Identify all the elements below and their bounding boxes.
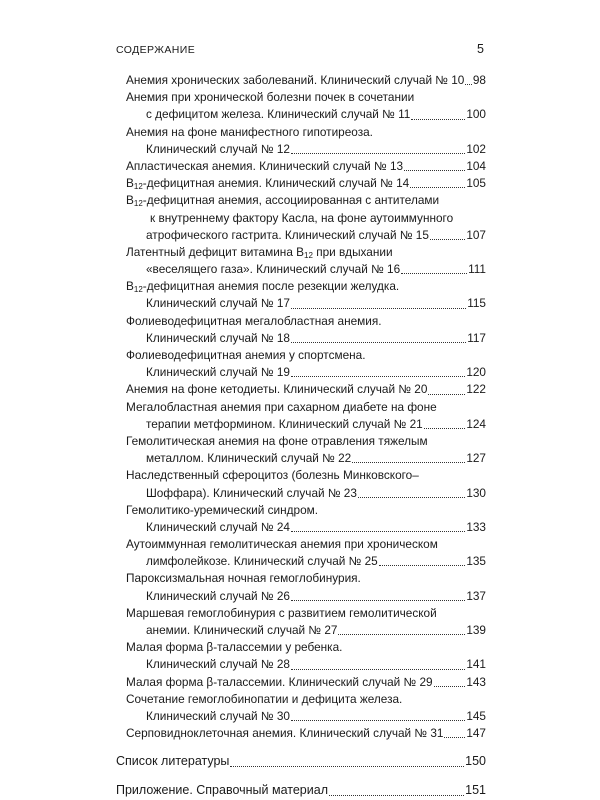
toc-entry-text: Аутоиммунная гемолитическая анемия при хроническом (126, 537, 438, 552)
toc-entry-line (116, 639, 486, 656)
toc-entry-line (116, 175, 486, 192)
toc-entry[interactable] (116, 502, 486, 536)
toc-entry-line (116, 416, 486, 433)
dot-leader (291, 599, 465, 601)
dot-leader (444, 736, 465, 738)
toc-page-number: 147 (466, 726, 486, 741)
toc-entry-text: терапии метформином. Клинический случай № 21 (146, 416, 423, 431)
page-header (116, 42, 484, 58)
dot-leader (424, 427, 466, 429)
toc-page-number: 120 (466, 365, 486, 380)
toc-entry-line (116, 124, 486, 141)
toc-entry-line (116, 725, 486, 742)
toc-entry-line (116, 708, 486, 725)
toc-entry-text: Наследственный сфероцитоз (болезнь Минковского– (126, 468, 419, 483)
toc-entry[interactable] (116, 72, 486, 89)
toc-entry[interactable] (116, 244, 486, 278)
dot-leader (411, 118, 465, 120)
toc-entry[interactable] (116, 158, 486, 175)
toc-entry-text: Анемия хронических заболеваний. Клинический случай № 10 (126, 73, 465, 87)
dot-leader (352, 461, 465, 463)
toc-entry-line (116, 106, 486, 123)
toc-entry-line (116, 89, 486, 106)
toc-entry-line (116, 278, 486, 295)
toc-entry[interactable] (116, 691, 486, 725)
toc-entry[interactable] (116, 725, 486, 742)
toc-main-entry[interactable] (116, 752, 486, 771)
toc-entry-text: Клинический случай № 28 (146, 657, 290, 672)
toc-page-number: 98 (472, 73, 486, 87)
toc-entry[interactable] (116, 278, 486, 312)
toc-page-number: 100 (466, 107, 486, 122)
dot-leader (230, 765, 464, 767)
toc-page-number: 122 (466, 382, 486, 397)
dot-leader (329, 794, 464, 796)
toc-entry-line (116, 192, 486, 209)
toc-entry-text: Малая форма β-талассемии. Клинический случай № 29 (126, 674, 433, 689)
toc-entry-text: Анемия на фоне манифестного гипотиреоза. (126, 124, 373, 139)
toc-entry-text: Апластическая анемия. Клинический случай № 13 (126, 158, 404, 173)
toc-entry-line (116, 227, 486, 244)
dot-leader (291, 719, 465, 721)
toc-entry-line (116, 347, 486, 364)
toc-entry-line (116, 570, 486, 587)
toc-entry[interactable] (116, 536, 486, 570)
dot-leader (291, 668, 465, 670)
toc-entry-text: Серповидноклеточная анемия. Клинический случай № 31 (126, 726, 444, 741)
toc-entry-line (116, 72, 486, 89)
toc-entry-line (116, 656, 486, 673)
toc-page-number: 145 (466, 708, 486, 723)
dot-leader (430, 238, 465, 240)
toc-page-number: 115 (467, 296, 486, 311)
toc-page-number: 137 (466, 588, 486, 603)
toc-entry-line (116, 158, 486, 175)
dot-leader (291, 375, 465, 377)
running-head: СОДЕРЖАНИЕ (116, 44, 196, 56)
dot-leader (434, 685, 466, 687)
toc-main-entry[interactable] (116, 781, 486, 800)
toc-page-number: 143 (466, 674, 486, 689)
toc-entry-text: с дефицитом железа. Клинический случай № 11 (146, 107, 411, 122)
toc-entry-line (116, 141, 486, 158)
toc-entry-text: Гемолитико-уремический синдром. (126, 502, 319, 517)
toc-entry[interactable] (116, 192, 486, 244)
toc-entry-line (116, 399, 486, 416)
toc-page-number: 105 (466, 176, 486, 191)
toc-entry[interactable] (116, 89, 486, 123)
toc-entry-text: $B_{12}$-дефицитная анемия после резекции желудка. (126, 279, 400, 295)
toc-page-number: 117 (467, 330, 486, 345)
toc-entry-text: $B_{12}$-дефицитная анемия. Клинический случай № 14 (126, 176, 410, 192)
toc-entry-line (116, 330, 486, 347)
toc-entry-text: Фолиеводефицитная мегалобластная анемия. (126, 313, 382, 328)
toc-entry-text: Анемия при хронической болезни почек в сочетании (126, 90, 415, 105)
toc-entry-line (116, 313, 486, 330)
toc-entry-line (116, 364, 486, 381)
toc-entry-text: Маршевая гемоглобинурия с развитием гемолитической (126, 605, 437, 620)
toc-entry[interactable] (116, 124, 486, 158)
toc-entry-text: к внутреннему фактору Касла, на фоне аутоиммунного (150, 210, 454, 225)
dot-leader (404, 169, 465, 171)
toc-entry-line (116, 519, 486, 536)
toc-entry-line (116, 553, 486, 570)
toc-entry[interactable] (116, 399, 486, 433)
toc-page-number: 107 (466, 227, 486, 242)
toc-page-number: 139 (466, 623, 486, 637)
toc-entry-text: Сочетание гемоглобинопатии и дефицита железа. (126, 691, 403, 706)
toc-entry[interactable] (116, 175, 486, 192)
toc-entry[interactable] (116, 381, 486, 398)
toc-entry[interactable] (116, 433, 486, 467)
dot-leader (465, 83, 472, 85)
toc-entry-line (116, 261, 486, 278)
toc-entry-text: Клинический случай № 30 (146, 708, 290, 723)
table-of-contents (116, 72, 486, 800)
toc-page-number: 111 (468, 262, 486, 277)
dot-leader (291, 341, 466, 343)
toc-entry-text: атрофического гастрита. Клинический случай № 15 (146, 227, 429, 242)
toc-entry-line (116, 674, 486, 691)
toc-entry-text: $B_{12}$-дефицитная анемия, ассоциированная с антителами (126, 193, 440, 209)
dot-leader (379, 564, 466, 566)
dot-leader (291, 530, 465, 532)
toc-entry-line (116, 381, 486, 398)
toc-entry-text: Клинический случай № 24 (146, 519, 290, 534)
toc-main-entry-line (116, 752, 486, 771)
toc-entry-text: Клинический случай № 26 (146, 588, 290, 603)
toc-entry[interactable] (116, 639, 486, 673)
toc-entry[interactable] (116, 605, 486, 639)
toc-entry[interactable] (116, 674, 486, 691)
toc-page-number: 135 (466, 554, 486, 569)
dot-leader (358, 496, 465, 498)
toc-entry-text: Малая форма β-талассемии у ребенка. (126, 640, 343, 655)
toc-entry-line (116, 622, 486, 639)
dot-leader (338, 633, 465, 635)
toc-entry-text: лимфолейкозе. Клинический случай № 25 (146, 554, 378, 569)
toc-page-number: 130 (466, 485, 486, 500)
dot-leader (291, 307, 466, 309)
toc-entry[interactable] (116, 467, 486, 501)
toc-page-number: 127 (466, 451, 486, 466)
toc-entry-text: Пароксизмальная ночная гемоглобинурия. (126, 571, 361, 586)
toc-page-number: 151 (465, 783, 486, 798)
toc-entry-text: металлом. Клинический случай № 22 (146, 451, 352, 466)
toc-page-number: 141 (466, 657, 486, 672)
toc-entry-text: Клинический случай № 12 (146, 141, 290, 156)
toc-entry[interactable] (116, 313, 486, 347)
dot-leader (401, 272, 467, 274)
toc-entry-line (116, 485, 486, 502)
toc-entry-line (116, 467, 486, 484)
toc-entry-text: Латентный дефицит витамина $B_{12}$ при вдыхании (126, 244, 393, 260)
page-number: 5 (477, 42, 484, 56)
toc-entry-line (116, 433, 486, 450)
toc-entry-line (116, 691, 486, 708)
toc-entry-line (116, 450, 486, 467)
toc-entry-text: Клинический случай № 19 (146, 365, 290, 380)
toc-main-entry-text: Приложение. Справочный материал (116, 783, 328, 798)
dot-leader (428, 393, 465, 395)
toc-page-number: 104 (466, 158, 486, 173)
toc-entry-text: Гемолитическая анемия на фоне отравления тяжелым (126, 433, 428, 448)
toc-main-entry-line (116, 781, 486, 800)
toc-entry-text: Фолиеводефицитная анемия у спортсмена. (126, 348, 366, 362)
toc-main-entry-text: Список литературы (116, 754, 230, 769)
toc-entry-line (116, 588, 486, 605)
toc-entry-text: Мегалобластная анемия при сахарном диабете на фоне (126, 399, 437, 414)
toc-page-number: 102 (466, 141, 486, 156)
toc-entry-line (116, 244, 486, 261)
toc-entry[interactable] (116, 347, 486, 381)
toc-entry-text: Клинический случай № 17 (146, 296, 290, 311)
dot-leader (291, 152, 465, 154)
toc-entry-line (116, 210, 486, 227)
toc-entry-line (116, 295, 486, 312)
toc-page-number: 150 (465, 754, 486, 769)
toc-entry-line (116, 502, 486, 519)
dot-leader (410, 186, 465, 188)
toc-entry-text: Клинический случай № 18 (146, 330, 290, 345)
toc-entry-text: Анемия на фоне кетодиеты. Клинический случай № 20 (126, 382, 428, 397)
toc-entry-text: анемии. Клинический случай № 27 (146, 623, 338, 637)
toc-page-number: 124 (466, 416, 486, 431)
toc-entry[interactable] (116, 570, 486, 604)
toc-entry-line (116, 605, 486, 622)
toc-page-number: 133 (466, 519, 486, 534)
toc-entry-line (116, 536, 486, 553)
toc-entry-text: «веселящего газа». Клинический случай № 16 (146, 262, 401, 277)
toc-entry-text: Шоффара). Клинический случай № 23 (146, 485, 357, 500)
